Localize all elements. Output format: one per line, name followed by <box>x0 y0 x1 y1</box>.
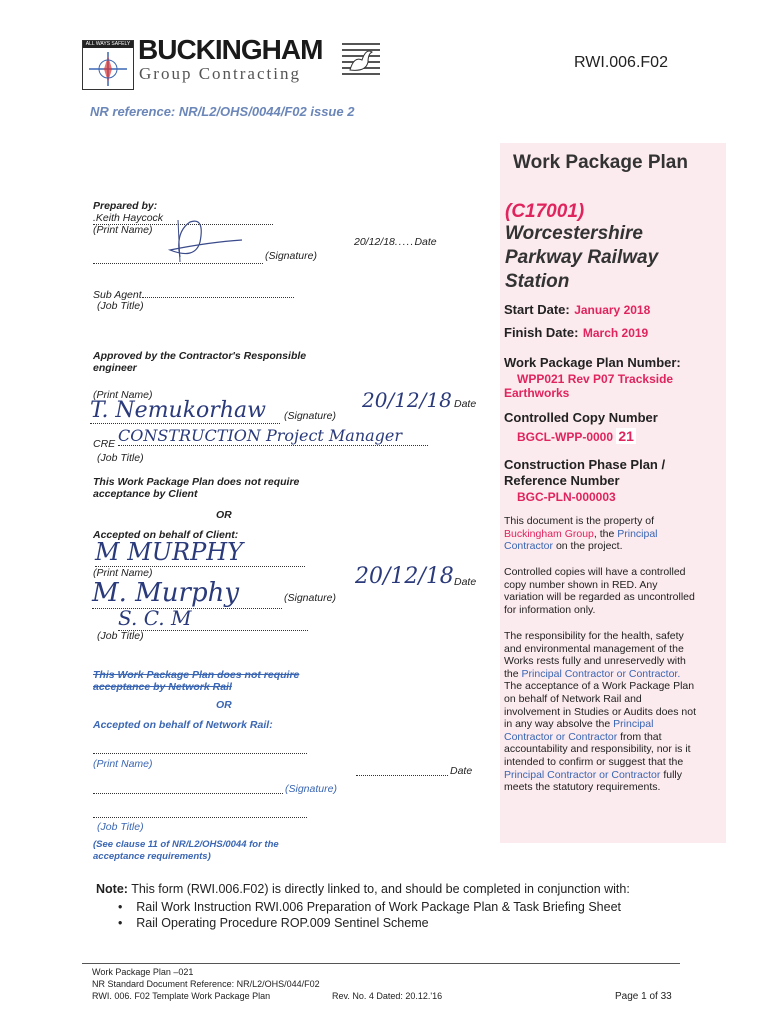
controlled-copies-note <box>504 566 722 616</box>
note <box>96 882 630 896</box>
copy-number-digits: 21 <box>618 428 634 444</box>
copy-number-label: Controlled Copy Number <box>504 410 658 425</box>
client-job-title: (Job Title) <box>97 630 144 642</box>
resp-line-3: Works rests fully and unreservedly with <box>504 655 686 668</box>
footer-line-1: Work Package Plan –021 <box>92 967 194 977</box>
cpp-label: Construction Phase Plan / <box>504 457 666 472</box>
approved-label: Approved by the Contractor's Responsible <box>93 350 307 362</box>
start-date-label: Start Date: <box>504 302 570 317</box>
finish-date <box>504 324 648 342</box>
prepared-date: 20/12/18.....Date <box>354 236 437 248</box>
prepared-by-label: Prepared by: <box>93 200 158 212</box>
logo-tagline: ALL WAYS SAFELY <box>83 41 133 48</box>
clause-note: (See clause 11 of NR/L2/OHS/0044 for the <box>93 839 279 850</box>
company-subtitle: Group Contracting <box>139 64 301 83</box>
copy-number-value <box>517 428 636 444</box>
property-line-3 <box>504 540 722 553</box>
resp-line-13: meets the statutory requirements. <box>504 781 661 794</box>
nr-signature-label: (Signature) <box>285 783 337 795</box>
prepared-signature-line <box>93 254 263 264</box>
controlled-line-3: variation will be regarded as uncontrolled <box>504 591 695 604</box>
wpp-number-value-2: Earthworks <box>504 386 570 400</box>
resp-line-12 <box>504 769 722 782</box>
note-text: This form (RWI.006.F02) is directly linked to, and should be completed in conjunction with: <box>127 882 630 896</box>
footer-revision: Rev. No. 4 Dated: 20.12.'16 <box>332 991 443 1001</box>
approved-job-title: (Job Title) <box>97 452 144 464</box>
approved-handwritten-title: CONSTRUCTION Project Manager <box>118 426 428 446</box>
prepared-date-value: 20/12/18 <box>354 236 395 248</box>
sub-agent-label: Sub Agent <box>93 289 142 301</box>
property-principal: Principal <box>617 527 658 540</box>
resp-12a: Principal Contractor or Contractor <box>504 768 661 781</box>
approved-label-2: engineer <box>93 362 137 374</box>
approved-handwritten-name: T. Nemukorhaw <box>90 398 280 424</box>
resp-line-9 <box>504 731 722 744</box>
approved-date-label: Date <box>454 398 477 410</box>
no-client-acceptance: This Work Package Plan does not require <box>93 476 300 488</box>
resp-line-1: The responsibility for the health, safety <box>504 630 684 642</box>
resp-9a: Contractor or Contractor <box>504 730 618 743</box>
start-date-value: January 2018 <box>574 303 651 317</box>
note-bullet-1-text: Rail Work Instruction RWI.006 Preparation of Work Package Plan & Task Briefing Sheet <box>136 900 622 914</box>
resp-line-11: intended to confirm or suggest that the <box>504 755 684 768</box>
cpp-value: BGC-PLN-000003 <box>517 490 616 504</box>
nr-signature-line <box>93 784 283 794</box>
client-handwritten-date: 20/12/18 <box>355 564 454 589</box>
swan-icon <box>340 38 382 80</box>
resp-line-8 <box>504 718 722 731</box>
start-date <box>504 301 650 319</box>
prepared-print-name-label: (Print Name) <box>93 224 153 236</box>
cre-label: CRE <box>93 438 116 450</box>
resp-line-7: involvement in Studies or Audits does not <box>504 705 697 718</box>
nr-print-name-label: (Print Name) <box>93 758 153 770</box>
controlled-line-1: Controlled copies will have a controlled <box>504 566 686 578</box>
note-bullet-2-text: Rail Operating Procedure ROP.009 Sentinel Scheme <box>136 916 429 930</box>
project-name: Worcestershire Parkway Railway Station <box>505 223 659 292</box>
property-line-1: This document is the property of <box>504 515 654 527</box>
page-number: Page 1 of 33 <box>615 991 672 1002</box>
resp-line-2: and environmental management of the <box>504 642 684 655</box>
resp-line-5: The acceptance of a Work Package Plan <box>504 680 695 693</box>
no-nr-acceptance-2: acceptance by Network Rail <box>93 681 232 693</box>
approved-signature-label: (Signature) <box>284 410 336 422</box>
copy-number-prefix: BGCL-WPP-0000 <box>517 430 614 444</box>
property-tail: on the project. <box>553 540 623 553</box>
wpp-number-label: Work Package Plan Number: <box>504 355 681 370</box>
cpp-label-2: Reference Number <box>504 473 620 488</box>
note-label: Note: <box>96 882 128 896</box>
prepared-date-word: Date <box>414 236 437 248</box>
finish-date-value: March 2019 <box>582 326 649 340</box>
resp-line-4 <box>504 668 722 681</box>
approved-handwritten-date: 20/12/18 <box>362 388 452 412</box>
footer-divider <box>82 963 680 964</box>
property-contractor: Contractor <box>504 540 554 553</box>
resp-line-6: on behalf of Network Rail and <box>504 692 642 705</box>
project-code: (C17001) <box>505 201 585 222</box>
client-handwritten-name: M MURPHY <box>95 538 305 567</box>
wpp-number-value: WPP021 Rev P07 Trackside <box>517 372 674 386</box>
note-bullet-1: • Rail Work Instruction RWI.006 Preparation of Work Package Plan & Task Briefing Sheet <box>118 900 622 914</box>
client-handwritten-signature: M. Murphy <box>92 578 282 609</box>
prepared-name: .Keith Haycock <box>93 212 273 225</box>
logo-mark <box>82 40 134 90</box>
property-sep: , the <box>593 527 618 540</box>
note-bullet-2: • Rail Operating Procedure ROP.009 Sentinel Scheme <box>118 916 429 930</box>
or-nr: OR <box>216 699 232 711</box>
footer-line-3: RWI. 006. F02 Template Work Package Plan <box>92 991 271 1001</box>
resp-12b: fully <box>660 768 682 781</box>
nr-job-title: (Job Title) <box>97 821 144 833</box>
nr-name-line <box>93 744 307 754</box>
panel-title: Work Package Plan <box>513 152 688 173</box>
accepted-nr-label: Accepted on behalf of Network Rail: <box>93 719 273 731</box>
or-client: OR <box>216 509 232 521</box>
resp-8b: Principal <box>613 718 654 731</box>
resp-9b: from that <box>617 730 662 743</box>
controlled-line-2: copy number shown in RED. Any <box>504 578 658 591</box>
form-code: RWI.006.F02 <box>574 54 668 71</box>
client-signature-label: (Signature) <box>284 592 336 604</box>
nr-date-label: Date <box>450 765 473 777</box>
company-name: BUCKINGHAM <box>138 34 323 65</box>
nr-date-line <box>356 766 448 776</box>
resp-4a: the <box>504 667 522 680</box>
clause-note-2: acceptance requirements) <box>93 851 211 862</box>
client-handwritten-title: S. C. M <box>118 606 308 631</box>
approved-print-name-label: (Print Name) <box>93 389 153 401</box>
accepted-client-label: Accepted on behalf of Client: <box>93 529 239 541</box>
no-client-acceptance-2: acceptance by Client <box>93 488 198 500</box>
controlled-line-4: for information only. <box>504 603 596 616</box>
client-print-name-label: (Print Name) <box>93 567 153 579</box>
footer-line-2: NR Standard Document Reference: NR/L2/OHS/044/F02 <box>92 979 320 989</box>
client-date-label: Date <box>454 576 477 588</box>
responsibility-note <box>504 630 722 794</box>
resp-4b: Principal Contractor or Contractor. <box>521 667 681 680</box>
prepared-signature-label: (Signature) <box>265 250 317 262</box>
sub-agent-job-title: (Job Title) <box>97 300 144 312</box>
finish-date-label: Finish Date: <box>504 325 579 340</box>
resp-8a: in any way absolve the <box>504 718 614 731</box>
compass-icon <box>83 48 133 88</box>
nr-reference: NR reference: NR/L2/OHS/0044/F02 issue 2 <box>90 104 355 119</box>
nr-title-line <box>93 808 307 818</box>
property-line-2 <box>504 528 722 541</box>
property-note <box>504 515 722 553</box>
no-nr-acceptance: This Work Package Plan does not require <box>93 669 300 681</box>
resp-line-10: accountability and responsibility, nor is it <box>504 743 691 756</box>
property-company: Buckingham Group <box>504 527 594 540</box>
